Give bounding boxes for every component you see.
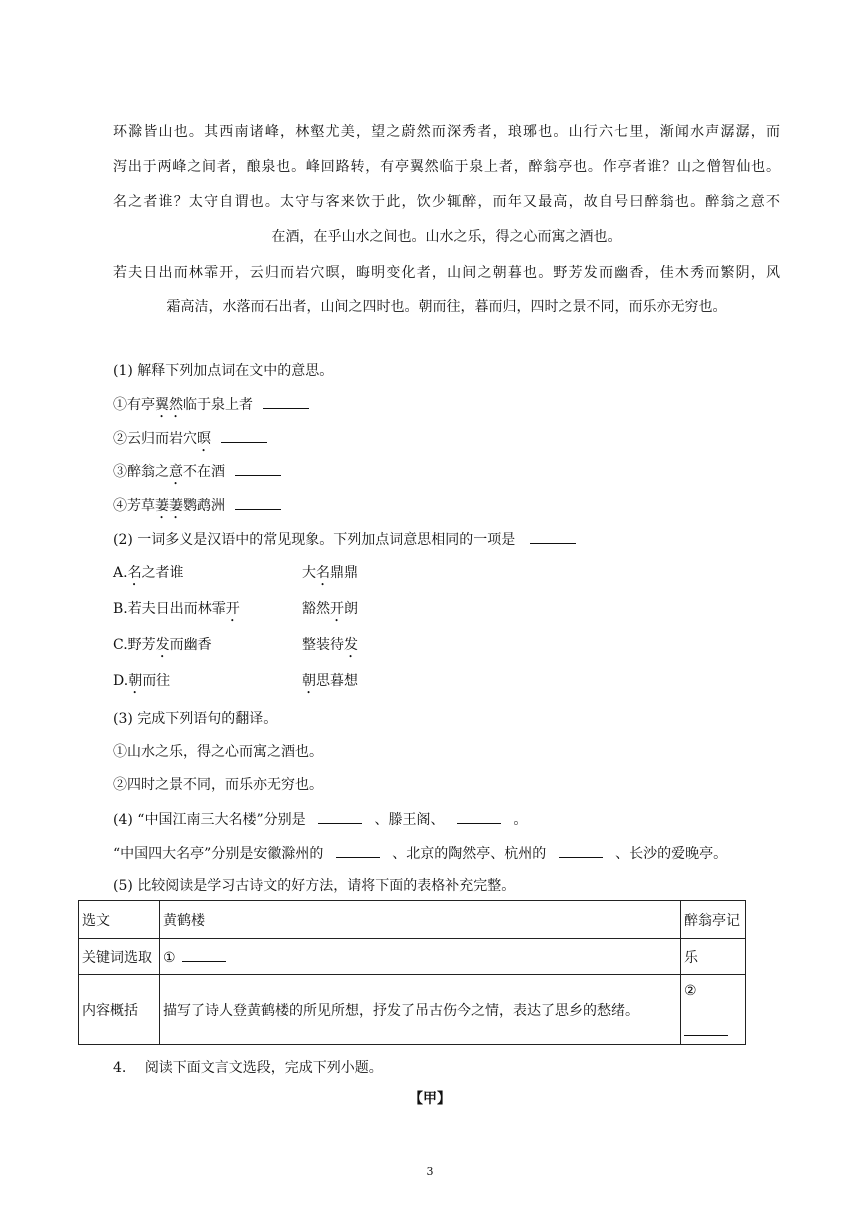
q4-text: “中国四大名亭”分别是安徽滁州的 <box>113 846 324 862</box>
dotted-word: 名 <box>127 565 142 581</box>
section-4-heading <box>113 1057 383 1077</box>
option-text: 朗 <box>344 601 358 617</box>
q2-option-a <box>113 563 184 589</box>
option-text: 鼎鼎 <box>330 565 358 581</box>
option-text: 整装待 <box>302 637 344 653</box>
cell-marker: ② <box>684 983 697 999</box>
q2-stem <box>113 529 576 550</box>
q1-item-1 <box>113 394 309 421</box>
q4-text: (4) “中国江南三大名楼”分别是 <box>113 812 306 828</box>
passage-line: 环滁皆山也。其西南诸峰，林壑尤美，望之蔚然而深秀者，琅琊也。山行六七里，渐闻水声潺潺，而 <box>113 124 780 140</box>
option-letter: B. <box>113 601 128 617</box>
table-cell: 乐 <box>681 939 746 975</box>
item-text: 云归而岩穴 <box>127 431 197 447</box>
dotted-word: 开 <box>330 601 344 617</box>
q2-option-d <box>113 671 170 697</box>
q2-option-c-compare <box>302 635 358 661</box>
q4-line-1 <box>113 809 527 830</box>
item-text: 鹦鹉洲 <box>183 498 225 514</box>
table-header-cell: 选文 <box>79 901 160 939</box>
dotted-word: 发 <box>344 637 358 653</box>
item-number: ② <box>113 431 127 447</box>
q2-option-d-compare <box>302 671 358 697</box>
cell-marker: ① <box>163 950 176 966</box>
answer-blank[interactable] <box>318 809 362 824</box>
q4-line-2 <box>113 843 727 864</box>
answer-blank[interactable] <box>263 394 309 409</box>
option-text: 之者谁 <box>141 565 184 581</box>
option-text: 而幽香 <box>169 637 212 653</box>
passage-line: 名之者谁？太守自谓也。太守与客来饮于此，饮少辄醉，而年又最高，故自号曰醉翁也。醉翁之意不 <box>113 194 780 210</box>
item-text: 醉翁之 <box>127 464 169 480</box>
answer-blank[interactable] <box>559 843 603 858</box>
section-number: 4. <box>113 1060 127 1076</box>
q2-option-c <box>113 635 212 661</box>
dotted-word: 意 <box>169 464 183 480</box>
q1-item-3 <box>113 461 281 488</box>
answer-blank[interactable] <box>684 1021 728 1036</box>
q2-option-b <box>113 599 240 625</box>
answer-blank[interactable] <box>457 809 501 824</box>
answer-blank[interactable] <box>182 947 226 962</box>
passage-line: 在酒，在乎山水之间也。山水之乐，得之心而寓之酒也。 <box>271 229 622 245</box>
dotted-word: 暝 <box>197 431 211 447</box>
page-number: 3 <box>426 1165 434 1178</box>
table-cell <box>160 939 681 975</box>
q4-text: 、长沙的爱晚亭。 <box>615 846 728 862</box>
table-header-cell: 醉翁亭记 <box>681 901 746 939</box>
dotted-word: 萋萋 <box>155 498 183 514</box>
q3-item: ①山水之乐，得之心而寓之酒也。 <box>113 744 323 760</box>
answer-blank[interactable] <box>221 428 267 443</box>
q4-text: 。 <box>513 812 528 828</box>
dotted-word: 开 <box>225 601 240 617</box>
comparison-table <box>78 900 746 1045</box>
answer-blank[interactable] <box>235 495 281 510</box>
passage-line: 若夫日出而林霏开，云归而岩穴暝，晦明变化者，山间之朝暮也。野芳发而幽香，佳木秀而繁阴，风 <box>113 265 780 281</box>
option-text: 而往 <box>142 673 171 689</box>
q2-stem-text: (2) 一词多义是汉语中的常见现象。下列加点词意思相同的一项是 <box>113 532 516 548</box>
q3-stem: (3) 完成下列语句的翻译。 <box>113 711 278 727</box>
item-number: ④ <box>113 498 127 514</box>
dotted-word: 朝 <box>128 673 143 689</box>
q1-stem: (1) 解释下列加点词在文中的意思。 <box>113 363 334 379</box>
dotted-word: 翼然 <box>155 397 183 413</box>
item-text: 有亭 <box>127 397 155 413</box>
dotted-word: 发 <box>155 637 170 653</box>
answer-blank[interactable] <box>235 461 281 476</box>
option-text: 大 <box>302 565 316 581</box>
table-row <box>79 975 746 1045</box>
option-text: 野芳 <box>127 637 156 653</box>
section-instruction: 阅读下面文言文选段，完成下列小题。 <box>144 1060 383 1076</box>
item-text: 临于泉上者 <box>183 397 253 413</box>
passage-line: 霜高洁，水落而石出者，山间之四时也。朝而往，暮而归，四时之景不同，而乐亦无穷也。 <box>166 299 727 315</box>
answer-blank[interactable] <box>336 843 380 858</box>
q5-stem: (5) 比较阅读是学习古诗文的好方法，请将下面的表格补充完整。 <box>113 878 516 894</box>
dotted-word: 朝 <box>302 673 316 689</box>
item-text: 不在酒 <box>183 464 225 480</box>
q3-item: ②四时之景不同，而乐亦无穷也。 <box>113 777 323 793</box>
q1-item-2 <box>113 428 267 455</box>
table-row <box>79 901 746 939</box>
option-text: 思暮想 <box>316 673 358 689</box>
q4-text: 、滕王阁、 <box>374 812 445 828</box>
table-row <box>79 939 746 975</box>
option-text: 豁然 <box>302 601 330 617</box>
item-number: ① <box>113 397 127 413</box>
table-cell: 内容概括 <box>79 975 160 1045</box>
item-number: ③ <box>113 464 127 480</box>
q1-item-4 <box>113 495 281 522</box>
option-letter: D. <box>113 673 129 689</box>
section-subtitle: 【甲】 <box>409 1091 451 1107</box>
q2-option-a-compare <box>302 563 358 589</box>
passage-line: 泻出于两峰之间者，酿泉也。峰回路转，有亭翼然临于泉上者，醉翁亭也。作亭者谁？山之僧智仙也。 <box>113 159 780 175</box>
option-text: 若夫日出而林霏 <box>127 601 226 617</box>
dotted-word: 名 <box>316 565 330 581</box>
table-header-cell: 黄鹤楼 <box>160 901 681 939</box>
table-cell: 关键词选取 <box>79 939 160 975</box>
table-cell: 描写了诗人登黄鹤楼的所见所想，抒发了吊古伤今之情，表达了思乡的愁绪。 <box>160 975 681 1045</box>
q2-option-b-compare <box>302 599 358 625</box>
answer-blank[interactable] <box>530 529 576 544</box>
q4-text: 、北京的陶然亭、杭州的 <box>392 846 547 862</box>
table-cell <box>681 975 746 1045</box>
item-text: 芳草 <box>127 498 155 514</box>
option-letter: A. <box>113 565 128 581</box>
option-letter: C. <box>113 637 128 653</box>
